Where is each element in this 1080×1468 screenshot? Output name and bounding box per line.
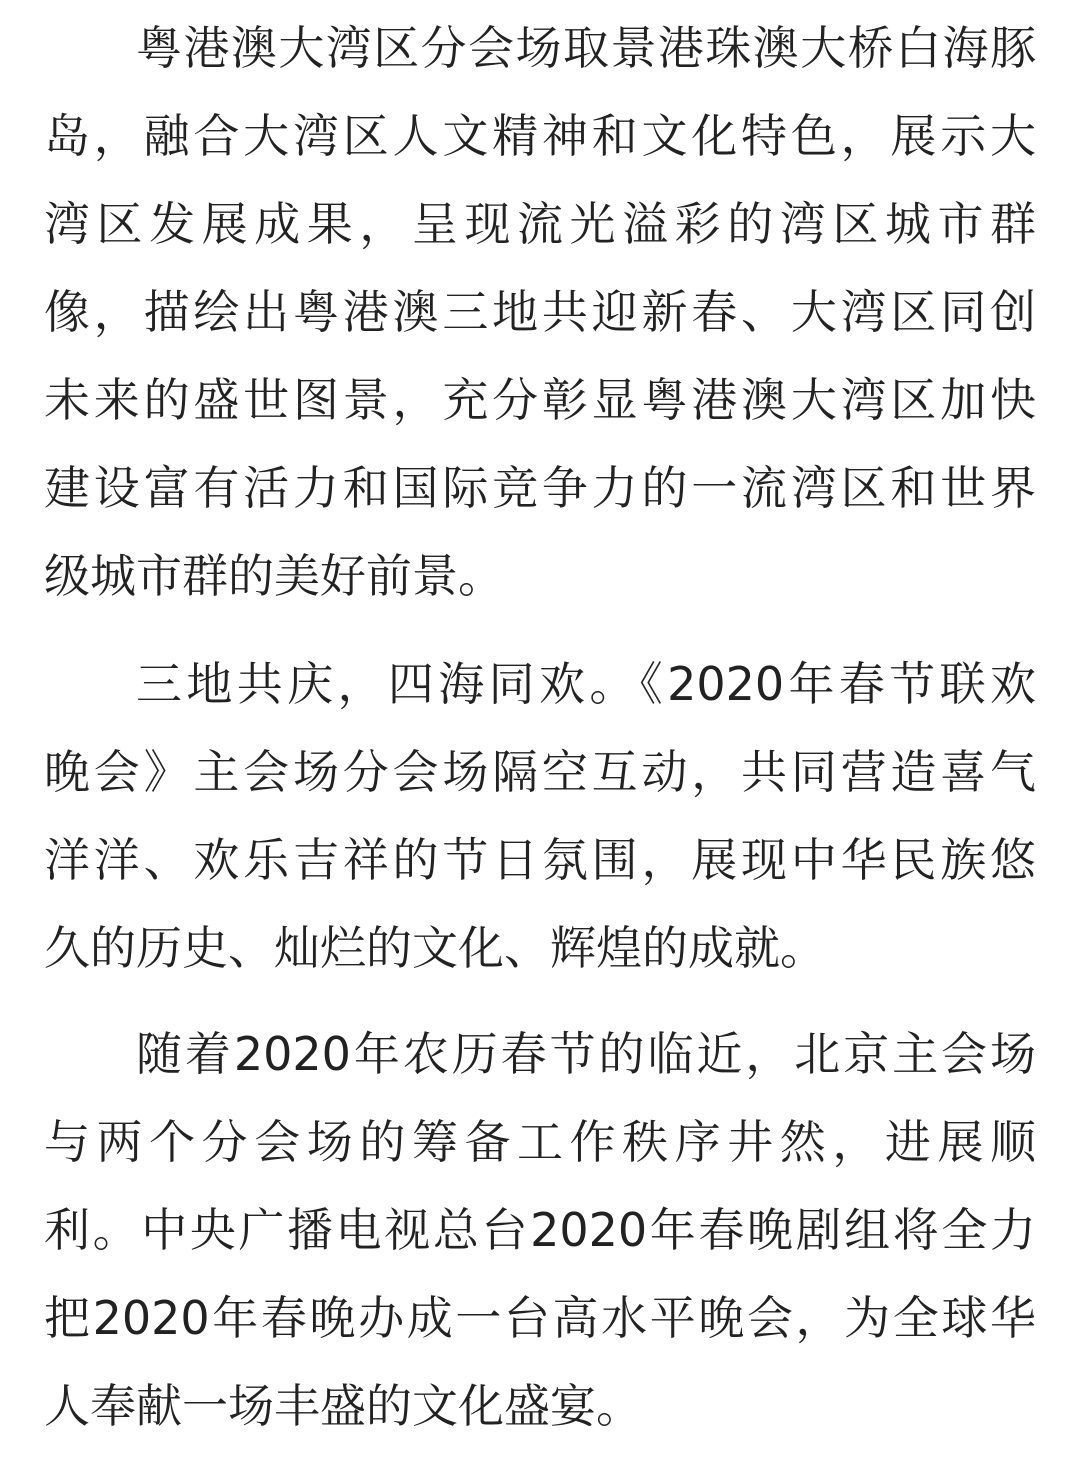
paragraph-1-line-3: 湾区发展成果，呈现流光溢彩的湾区城市群	[44, 197, 1036, 251]
paragraph-2-line-3: 洋洋、欢乐吉祥的节日氛围，展现中华民族悠	[44, 833, 1036, 887]
paragraph-3-line-2: 与两个分会场的筹备工作秩序井然，进展顺	[44, 1115, 1036, 1169]
paragraph-3-line-5: 人奉献一场丰盛的文化盛宴。	[44, 1379, 642, 1433]
paragraph-1-line-1: 粤港澳大湾区分会场取景港珠澳大桥白海豚	[136, 21, 1036, 75]
paragraph-2-line-2: 晚会》主会场分会场隔空互动，共同营造喜气	[44, 745, 1036, 799]
paragraph-3-line-1: 随着2020年农历春节的临近，北京主会场	[136, 1027, 1036, 1081]
paragraph-1-line-2: 岛，融合大湾区人文精神和文化特色，展示大	[44, 109, 1036, 163]
paragraph-3-line-4: 把2020年春晚办成一台高水平晚会，为全球华	[44, 1291, 1036, 1345]
paragraph-1-line-5: 未来的盛世图景，充分彰显粤港澳大湾区加快	[44, 373, 1036, 427]
paragraph-2-line-1: 三地共庆，四海同欢。《2020年春节联欢	[136, 657, 1036, 711]
paragraph-1-line-6: 建设富有活力和国际竞争力的一流湾区和世界	[44, 461, 1036, 515]
paragraph-2-line-4: 久的历史、灿烂的文化、辉煌的成就。	[44, 921, 826, 975]
paragraph-3-line-3: 利。中央广播电视总台2020年春晚剧组将全力	[44, 1203, 1036, 1257]
article-body	[44, 0, 1036, 1468]
paragraph-1-line-7: 级城市群的美好前景。	[44, 549, 504, 603]
paragraph-1-line-4: 像，描绘出粤港澳三地共迎新春、大湾区同创	[44, 285, 1036, 339]
